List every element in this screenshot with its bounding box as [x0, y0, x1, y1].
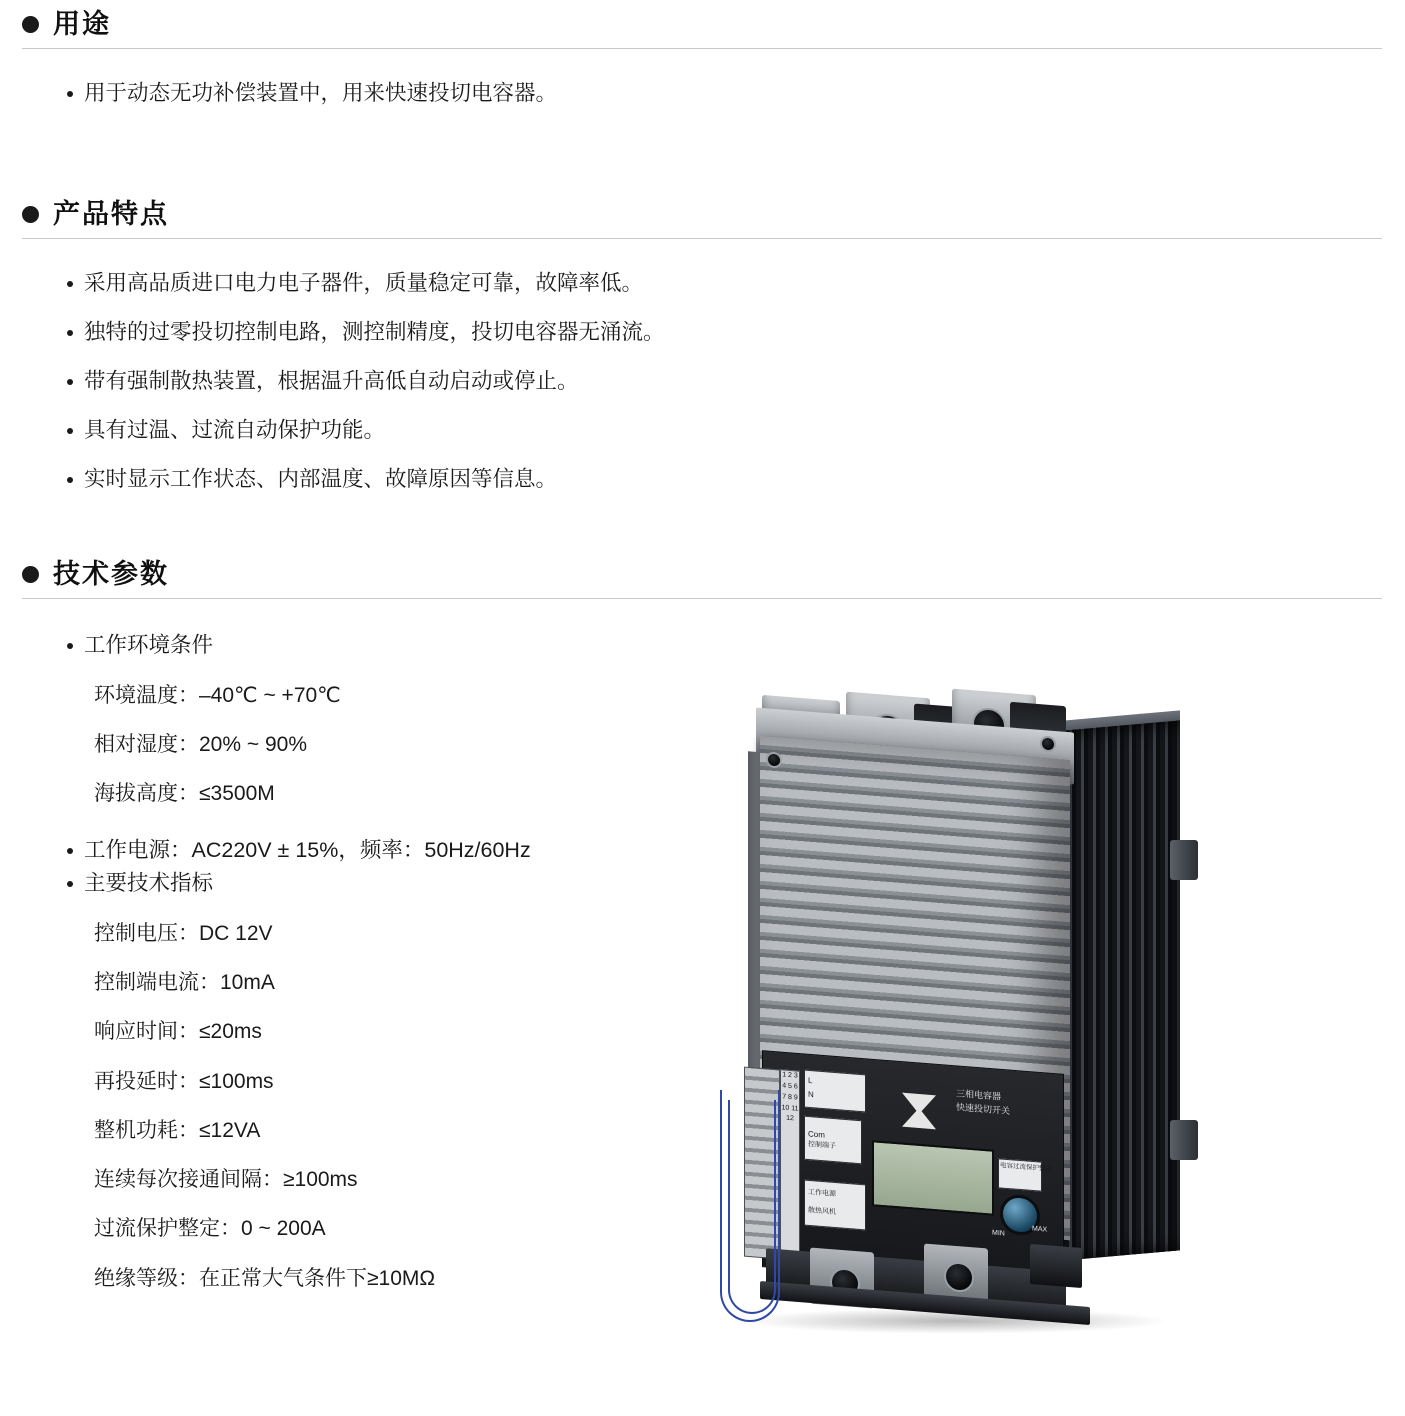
label-text-control-terminal: 控制端子 — [808, 1140, 836, 1151]
device-name-line1: 三相电容器 — [956, 1088, 1002, 1102]
spec-item: 环境温度：–40℃ ~ +70℃ — [94, 683, 341, 707]
spec-item: 控制电压：DC 12V — [94, 921, 273, 945]
list-item: 独特的过零投切控制电路，测控制精度，投切电容器无涌流。 — [58, 318, 1382, 347]
spec-group-label: 工作环境条件 — [84, 632, 214, 657]
list-item: 实时显示工作状态、内部温度、故障原因等信息。 — [58, 465, 1382, 494]
heatsink-fins — [1052, 720, 1180, 1261]
spec-item: 连续每次接通间隔：≥100ms — [94, 1168, 358, 1192]
heatsink-tab-upper — [1170, 840, 1198, 880]
section-header-specs — [22, 560, 1382, 599]
knob-min-label: MIN — [992, 1229, 1005, 1238]
spec-group-main-indicators — [58, 869, 718, 1292]
label-text-work-power: 工作电源 — [808, 1188, 836, 1199]
section-header-features — [22, 200, 1382, 239]
label-plate-control — [804, 1116, 862, 1165]
specs-bullet-list — [58, 631, 718, 1292]
spec-item: 整机功耗：≤12VA — [94, 1118, 261, 1142]
section-bullet-icon — [22, 206, 39, 223]
label-text-N: N — [808, 1089, 814, 1100]
section-header-usage — [22, 10, 1382, 49]
thyristor-symbol-icon — [896, 1086, 942, 1136]
section-bullet-icon — [22, 566, 39, 583]
base-foot-right — [1030, 1244, 1082, 1288]
spec-item: 控制端电流：10mA — [94, 970, 275, 994]
terminal-number-strip: 1 2 3 4 5 6 7 8 9 10 11 12 — [780, 1069, 800, 1259]
screw-icon-left — [766, 751, 782, 768]
spec-item-power-supply: 工作电源：AC220V ± 15%，频率：50Hz/60Hz — [58, 836, 718, 865]
section-bullet-icon — [22, 16, 39, 33]
label-text-protection: 电容过流保护整定 — [1000, 1161, 1052, 1174]
list-item: 带有强制散热装置，根据温升高低自动启动或停止。 — [58, 367, 1382, 396]
spec-item: 过流保护整定：0 ~ 200A — [94, 1217, 326, 1241]
device-name-line2: 快速投切开关 — [956, 1101, 1011, 1117]
list-item: 具有过温、过流自动保护功能。 — [58, 416, 1382, 445]
label-text-L: L — [808, 1075, 813, 1086]
product-illustration — [700, 690, 1260, 1380]
section-features — [22, 200, 1382, 514]
wire-loop-2 — [728, 1100, 776, 1314]
label-text-cooling-fan: 散热风机 — [808, 1206, 836, 1217]
features-bullet-list — [58, 269, 1382, 494]
usage-bullet-list — [58, 79, 1382, 108]
product-photo — [700, 690, 1260, 1380]
section-title-usage: 用途 — [53, 9, 111, 39]
label-plate-fan — [804, 1180, 866, 1231]
spec-group-environment — [58, 631, 718, 808]
section-title-features: 产品特点 — [53, 199, 169, 229]
spec-item: 海拔高度：≤3500M — [94, 782, 275, 806]
spec-group-label: 主要技术指标 — [84, 870, 214, 895]
screw-icon-right — [1040, 735, 1056, 752]
section-title-specs: 技术参数 — [53, 559, 169, 589]
heatsink-tab-lower — [1170, 1120, 1198, 1160]
list-item: 采用高品质进口电力电子器件，质量稳定可靠，故障率低。 — [58, 269, 1382, 298]
lcd-display — [872, 1140, 994, 1216]
spec-item: 再投延时：≤100ms — [94, 1069, 274, 1093]
label-text-com: Com — [808, 1129, 825, 1140]
knob-max-label: MAX — [1032, 1225, 1048, 1234]
list-item: 用于动态无功补偿装置中，用来快速投切电容器。 — [58, 79, 1382, 108]
spec-item: 响应时间：≤20ms — [94, 1020, 262, 1044]
spec-item: 绝缘等级：在正常大气条件下≥10MΩ — [94, 1266, 436, 1290]
spec-item: 相对湿度：20% ~ 90% — [94, 733, 307, 756]
section-usage — [22, 10, 1382, 108]
spec-sub-list-main — [84, 920, 718, 1292]
spec-sub-list-environment — [84, 682, 718, 808]
